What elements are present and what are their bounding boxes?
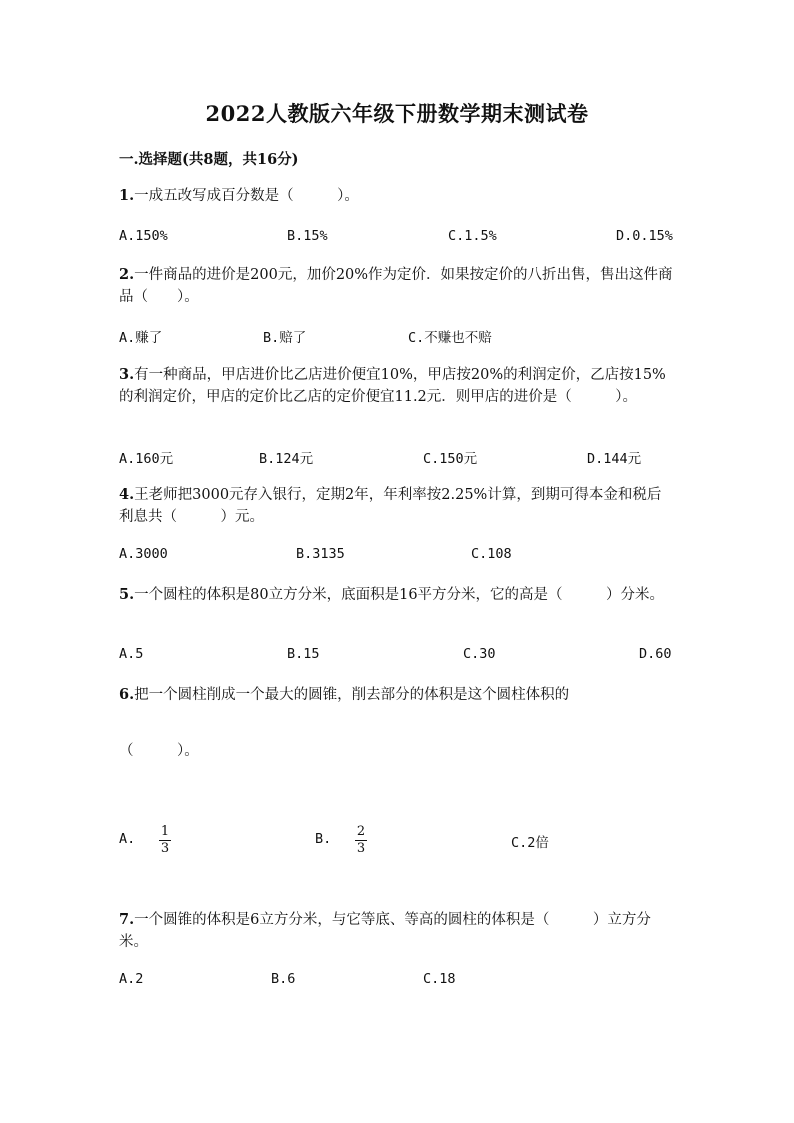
option-c[interactable]: C.1.5% xyxy=(448,228,497,244)
question-text: 把一个圆柱削成一个最大的圆锥，削去部分的体积是这个圆柱体积的 xyxy=(134,687,570,703)
question-3 xyxy=(119,364,675,408)
option-b[interactable]: B.15% xyxy=(287,228,328,244)
option-a[interactable]: A.5 xyxy=(119,646,144,662)
question-6 xyxy=(119,684,675,706)
question-number: 2. xyxy=(119,266,135,283)
option-c[interactable]: C.150元 xyxy=(423,451,478,467)
option-d[interactable]: D.60 xyxy=(639,646,672,662)
option-a[interactable]: A.赚了 xyxy=(119,330,163,346)
question-number: 5. xyxy=(119,586,135,603)
question-number: 3. xyxy=(119,366,135,383)
option-a[interactable]: A.3000 xyxy=(119,546,168,562)
question-text: 一件商品的进价是200元，加价20%作为定价．如果按定价的八折出售，售出这件商品（ ）。 xyxy=(119,267,673,305)
question-number: 6. xyxy=(119,686,135,703)
question-number: 1. xyxy=(119,187,135,204)
option-c[interactable]: C.108 xyxy=(471,546,512,562)
fraction-numerator: 1 xyxy=(160,824,170,839)
page-title: 2022人教版六年级下册数学期末测试卷 xyxy=(205,101,589,126)
option-c[interactable]: C.2倍 xyxy=(511,835,549,851)
option-d[interactable]: D.0.15% xyxy=(616,228,673,244)
option-a[interactable]: A. xyxy=(119,831,136,847)
option-b[interactable]: B.3135 xyxy=(296,546,345,562)
option-c[interactable]: C.18 xyxy=(423,971,456,987)
question-text: 有一种商品，甲店进价比乙店进价便宜10%，甲店按20%的利润定价，乙店按15%的利润定价，甲店的定价比乙店的定价便宜11.2元．则甲店的进价是（ ）。 xyxy=(119,367,666,405)
question-6-blank: （ ）。 xyxy=(119,743,199,759)
question-number: 4. xyxy=(119,486,135,503)
option-d[interactable]: D.144元 xyxy=(587,451,642,467)
fraction-denominator: 3 xyxy=(356,841,366,856)
fraction-denominator: 3 xyxy=(160,841,170,856)
fraction-one-third xyxy=(159,825,171,856)
question-4 xyxy=(119,484,675,528)
question-text: 王老师把3000元存入银行，定期2年，年利率按2.25%计算，到期可得本金和税后利息共（ ）元。 xyxy=(119,487,662,525)
question-7 xyxy=(119,909,675,953)
question-number: 7. xyxy=(119,911,135,928)
option-a[interactable]: A.160元 xyxy=(119,451,174,467)
question-1 xyxy=(119,185,675,207)
section-heading: 一.选择题(共8题，共16分) xyxy=(119,151,299,168)
question-text: 一个圆柱的体积是80立方分米，底面积是16平方分米，它的高是（ ）分米。 xyxy=(134,587,665,603)
option-b[interactable]: B. xyxy=(315,831,332,847)
question-text: 一成五改写成百分数是（ ）。 xyxy=(134,188,359,204)
option-a[interactable]: A.150% xyxy=(119,228,168,244)
question-text: 一个圆锥的体积是6立方分米，与它等底、等高的圆柱的体积是（ ）立方分米。 xyxy=(119,912,651,950)
fraction-two-thirds xyxy=(355,825,367,856)
option-b[interactable]: B.15 xyxy=(287,646,320,662)
option-b[interactable]: B.124元 xyxy=(259,451,314,467)
option-a[interactable]: A.2 xyxy=(119,971,144,987)
question-5 xyxy=(119,584,675,606)
option-c[interactable]: C.不赚也不赔 xyxy=(408,330,492,346)
option-b[interactable]: B.6 xyxy=(271,971,296,987)
question-2 xyxy=(119,264,675,308)
fraction-numerator: 2 xyxy=(356,824,366,839)
option-c[interactable]: C.30 xyxy=(463,646,496,662)
option-b[interactable]: B.赔了 xyxy=(263,330,307,346)
